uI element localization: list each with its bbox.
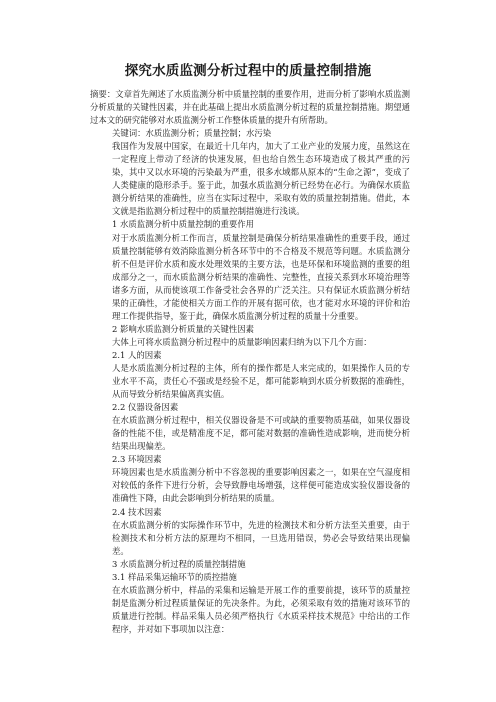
- subsection-heading-2-4: 2.4 技术因素: [112, 506, 162, 517]
- section-2-intro: 大体上可将水质监测分析过程中的质量影响因素归纳为以下几个方面：: [112, 336, 372, 347]
- subsection-2-1-paragraph: 人是水质监测分析过程的主体，所有的操作都是人来完成的，如果操作人员的专业水平不高，责任心不强或是经验不足，都可能影响到水质分析数据的准确性，从而导致分析结果偏离真实值。: [112, 362, 410, 400]
- subsection-heading-3-1: 3.1 样品采集运输环节的质控措施: [112, 571, 237, 582]
- section-heading-2: 2 影响水质监测分析质量的关键性因素: [112, 323, 254, 334]
- document-body: [88, 88, 410, 636]
- subsection-heading-2-2: 2.2 仪器设备因素: [112, 402, 179, 413]
- section-1-paragraph: 对于水质监测分析工作而言，质量控制是确保分析结果准确性的重要手段，通过质量控制能够有效消除监测分析各环节中的不合格及不规范等问题。水质监测分析不但是评价水质和废水处理效果的主要方法，也是环保和环境监测的重要的组成部分之一，而水质监测分析结果的准确性、完整性，直接关系到水环境治理等诸多方面，从而使该项工作备受社会各界的广泛关注。只有保证水质监测分析结果的正确性，才能使相关方面工作的开展有据可依，也才能对水环境的评价和治理工作提供指导，鉴于此，确保水质监测分析过程的质量十分重要。: [112, 232, 410, 321]
- document-title: 探究水质监测分析过程中的质量控制措施: [124, 63, 372, 79]
- section-heading-3: 3 水质监测分析过程的质量控制措施: [112, 558, 246, 569]
- keywords-line: 关键词：水质监测分析；质量控制；水污染: [112, 128, 272, 139]
- subsection-heading-2-3: 2.3 环境因素: [112, 454, 162, 465]
- subsection-2-2-paragraph: 在水质监测分析过程中，相关仪器设备是不可或缺的重要物质基础，如果仪器设备的性能不佳，或是精准度不足，都可能对数据的准确性造成影响，进而使分析结果出现偏差。: [112, 415, 410, 452]
- intro-paragraph: 我国作为发展中国家，在最近十几年内，加大了工业产业的发展力度，虽然这在一定程度上带动了经济的快速发展，但也给自然生态环境造成了极其严重的污染，其中又以水环境的污染最为严重，很多水域都从原本的“生命之源”，变成了人类健康的隐形杀手。鉴于此，加强水质监测分析已经势在必行。为确保水质监测分析结果的准确性，应当在实际过程中，采取有效的质量控制措施。借此，本文就是指监测分析过程中的质量控制措施进行浅谈。: [112, 141, 410, 217]
- subsection-heading-2-1: 2.1 人的因素: [112, 349, 162, 360]
- subsection-2-3-paragraph: 环境因素也是水质监测分析中不容忽视的重要影响因素之一，如果在空气湿度相对较低的条件下进行分析，会导致静电场增强，这样便可能造成实验仪器设备的准确性下降，由此会影响到分析结果的质量。: [112, 467, 410, 504]
- abstract-paragraph: 摘要：文章首先阐述了水质监测分析中质量控制的重要作用，进而分析了影响水质监测分析质量的关键性因素，并在此基础上提出水质监测分析过程的质量控制措施。期望通过本文的研究能够对水质监测分析工作整体质量的提升有所帮助。: [90, 89, 410, 126]
- subsection-2-4-paragraph: 在水质监测分析的实际操作环节中，先进的检测技术和分析方法至关重要，由于检测技术和分析方法的原理均不相同，一旦选用错误，势必会导致结果出现偏差。: [112, 519, 410, 556]
- section-heading-1: 1 水质监测分析中质量控制的重要作用: [112, 219, 254, 230]
- subsection-3-1-paragraph: 在水质监测分析中，样品的采集和运输是开展工作的重要前提，该环节的质量控制是监测分析过程质量保证的先决条件。为此，必须采取有效的措施对该环节的质量进行控制。样品采集人员必须严格执行《水质采样技术规范》中给出的工作程序，并对如下事项加以注意：: [112, 584, 410, 634]
